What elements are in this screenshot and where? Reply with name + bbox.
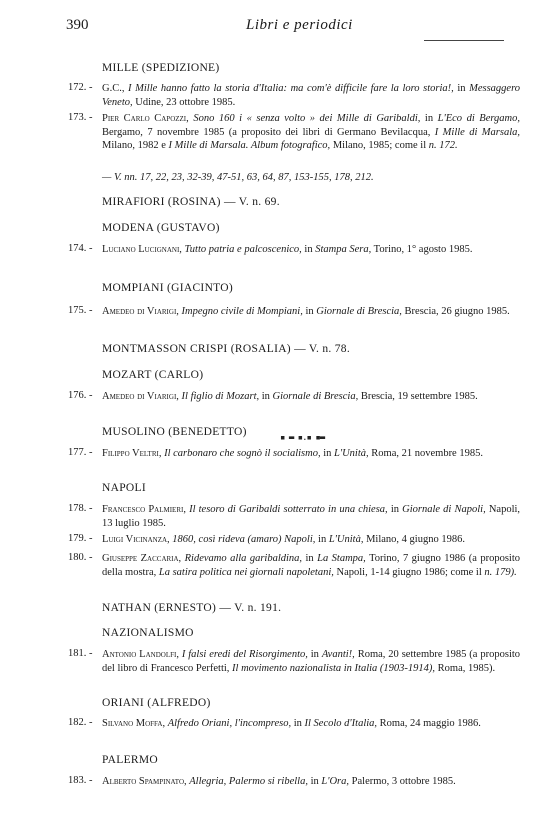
heading-oriani: ORIANI (ALFREDO): [102, 697, 211, 709]
article-title: Tutto patria e palcoscenico,: [184, 244, 302, 255]
in-word: in: [390, 504, 399, 515]
article-title: Allegria, Palermo si ribella,: [189, 776, 308, 787]
book-title: I Mille di Marsala,: [434, 126, 520, 138]
heading-mirafiori: MIRAFIORI (ROSINA) — V. n. 69.: [102, 196, 280, 208]
in-word: in: [304, 244, 313, 255]
entry-175: [102, 305, 520, 319]
header-rule: [424, 40, 504, 41]
author: Amedeo di Viarigi,: [102, 306, 179, 317]
periodical-name: L'Unità,: [334, 448, 369, 459]
page-number: 390: [66, 17, 89, 33]
entry-number-179: 179. -: [68, 533, 93, 544]
publication-details: Milano, 1985; come il: [332, 140, 427, 151]
heading-modena: MODENA (GUSTAVO): [102, 222, 220, 234]
entry-number-177: 177. -: [68, 447, 93, 458]
in-word: in: [305, 553, 314, 564]
periodical-name: Avanti!,: [321, 649, 355, 660]
entry-174: [102, 243, 520, 257]
author: Pier Carlo Capozzi,: [102, 113, 189, 124]
entry-number-181: 181. -: [68, 648, 93, 659]
print-smear-marks: ▪ ▬ ▪.▪ ▪▬: [280, 433, 325, 443]
in-word: in: [305, 306, 314, 317]
heading-nazionalismo: NAZIONALISMO: [102, 627, 194, 639]
entry-number-173: 173. -: [68, 112, 93, 123]
entry-183: [102, 775, 520, 789]
entry-181: [102, 648, 520, 675]
in-word: in: [318, 534, 327, 545]
article-title: 1860, così rideva (amaro) Napoli,: [172, 534, 316, 545]
periodical-name: Il Secolo d'Italia,: [304, 718, 378, 729]
in-word: in: [457, 83, 466, 94]
cross-reference: n. 179).: [484, 566, 517, 578]
in-word: in: [293, 718, 302, 729]
publication-details: Udine, 23 ottobre 1985.: [135, 96, 236, 108]
periodical-name: Giornale di Napoli,: [402, 504, 486, 515]
publication-details: Brescia, 19 settembre 1985.: [360, 391, 478, 402]
in-word: in: [310, 776, 319, 787]
entry-number-174: 174. -: [68, 243, 93, 254]
book-title: Il movimento nazionalista in Italia (1903-1914),: [232, 662, 436, 674]
publication-details: Palermo, 3 ottobre 1985.: [351, 776, 456, 787]
periodical-name: La Stampa,: [317, 553, 366, 564]
publication-details: Roma, 1985).: [437, 662, 496, 674]
periodical-name: Stampa Sera,: [315, 244, 372, 255]
author: G.C.,: [102, 83, 125, 94]
entry-number-178: 178. -: [68, 503, 93, 514]
entry-179: [102, 533, 520, 547]
publication-details: Roma, 20 settembre 1985 (a proposito del libro di Francesco Perfetti,: [102, 649, 521, 674]
periodical-name: Messaggero Veneto,: [102, 83, 521, 108]
publication-details: Milano, 1982 e: [102, 140, 166, 151]
see-also-reference: — V. nn. 17, 22, 23, 32-39, 47-51, 63, 64, 87, 153-155, 178, 212.: [102, 172, 374, 183]
in-word: in: [261, 391, 270, 402]
heading-montmasson: MONTMASSON CRISPI (ROSALIA) — V. n. 78.: [102, 343, 351, 355]
entry-178: [102, 503, 520, 530]
publication-details: Milano, 4 giugno 1986.: [366, 534, 465, 545]
entry-number-176: 176. -: [68, 390, 93, 401]
publication-details: Roma, 24 maggio 1986.: [379, 718, 481, 729]
article-title: Alfredo Oriani, l'incompreso,: [167, 718, 292, 729]
periodical-name: L'Eco di Bergamo,: [437, 113, 521, 124]
publication-details: Napoli, 1-14 giugno 1986; come il: [336, 566, 482, 578]
heading-mompiani: MOMPIANI (GIACINTO): [102, 282, 234, 294]
in-word: in: [310, 649, 319, 660]
article-title: Ridevamo alla garibaldina,: [184, 553, 303, 564]
entry-173: [102, 112, 520, 153]
entry-number-180: 180. -: [68, 552, 93, 563]
author: Giuseppe Zaccaria,: [102, 553, 182, 564]
in-word: in: [323, 448, 332, 459]
publication-details: Torino, 1° agosto 1985.: [373, 244, 473, 255]
author: Amedeo di Viarigi,: [102, 391, 179, 402]
periodical-name: Giornale di Brescia,: [272, 391, 359, 402]
entry-180: [102, 552, 520, 579]
periodical-name: Giornale di Brescia,: [316, 306, 402, 317]
publication-details: Brescia, 26 giugno 1985.: [404, 306, 510, 317]
publication-details: Bergamo, 7 novembre 1985 (a proposito dei libri di Germano Bevilacqua,: [102, 126, 431, 138]
entry-number-175: 175. -: [68, 305, 93, 316]
heading-musolino: MUSOLINO (BENEDETTO): [102, 426, 247, 438]
in-word: in: [424, 113, 434, 124]
publication-details: Napoli, 13 luglio 1985.: [102, 504, 521, 529]
periodical-name: L'Ora,: [321, 776, 350, 787]
cross-reference: n. 172.: [428, 140, 458, 151]
publication-details: Roma, 21 novembre 1985.: [371, 448, 483, 459]
periodical-name: L'Unità,: [328, 534, 364, 545]
heading-nathan: NATHAN (ERNESTO) — V. n. 191.: [102, 602, 282, 614]
article-title: Il tesoro di Garibaldi sotterrato in una chiesa,: [189, 504, 388, 515]
article-title: Sono 160 i « senza volto » dei Mille di Garibaldi,: [193, 113, 421, 124]
book-title: I Mille di Marsala. Album fotografico,: [168, 140, 331, 151]
author: Antonio Landolfi,: [102, 649, 179, 660]
heading-mozart: MOZART (CARLO): [102, 369, 204, 381]
author: Luigi Vicinanza,: [102, 534, 170, 545]
author: Silvano Moffa,: [102, 718, 166, 729]
exhibition-title: La satira politica nei giornali napoletani,: [158, 566, 334, 578]
entry-176: [102, 390, 520, 404]
article-title: Impegno civile di Mompiani,: [181, 306, 303, 317]
heading-palermo: PALERMO: [102, 754, 158, 766]
entry-number-182: 182. -: [68, 717, 93, 728]
author: Luciano Lucignani,: [102, 244, 182, 255]
entry-number-172: 172. -: [68, 82, 93, 93]
article-title: Il carbonaro che sognò il socialismo,: [164, 448, 321, 459]
author: Filippo Veltri,: [102, 448, 162, 459]
publication-details: Torino, 7 giugno 1986 (a proposito della mostra,: [102, 553, 521, 578]
article-title: I falsi eredi del Risorgimento,: [181, 649, 308, 660]
entry-177: [102, 447, 520, 461]
article-title: I Mille hanno fatto la storia d'Italia: ma com'è difficile fare la loro storia!,: [128, 83, 454, 94]
article-title: Il figlio di Mozart,: [181, 391, 260, 402]
heading-mille: MILLE (SPEDIZIONE): [102, 62, 220, 74]
heading-napoli: NAPOLI: [102, 482, 146, 494]
entry-number-183: 183. -: [68, 775, 93, 786]
author: Francesco Palmieri,: [102, 504, 186, 515]
entry-182: [102, 717, 520, 731]
author: Alberto Spampinato,: [102, 776, 187, 787]
running-head: Libri e periodici: [246, 17, 353, 33]
entry-172: [102, 82, 520, 109]
